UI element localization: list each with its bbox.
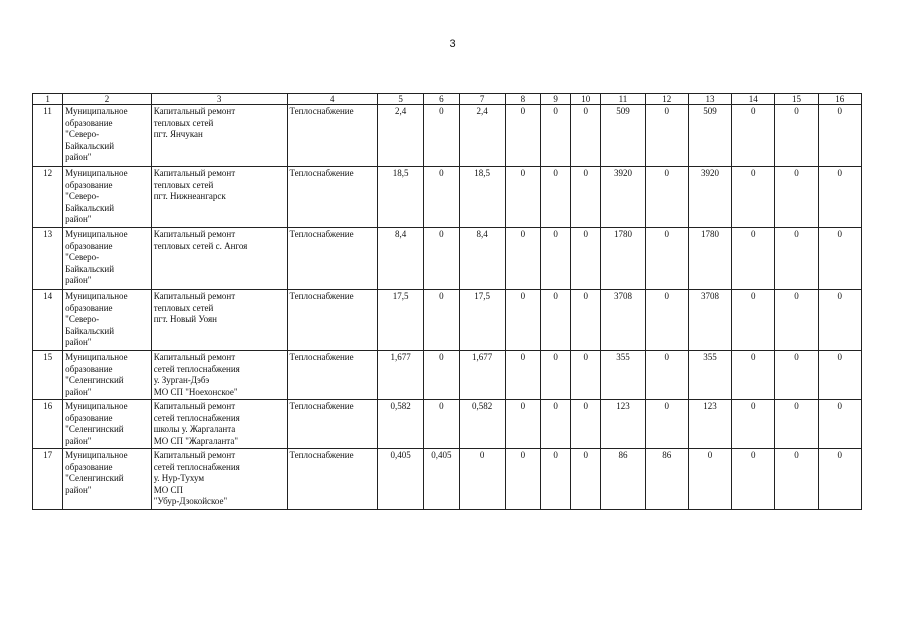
value-cell: 0 [818, 105, 861, 167]
value-cell: 355 [601, 351, 645, 400]
value-cell: 0 [571, 228, 601, 290]
value-cell: 0 [775, 105, 818, 167]
service-type-cell: Теплоснабжение [287, 167, 378, 228]
value-cell: 0 [645, 228, 688, 290]
value-cell: 0 [775, 167, 818, 228]
value-cell: 2,4 [378, 105, 424, 167]
value-cell: 0 [540, 228, 570, 290]
table-row [33, 449, 862, 510]
value-cell: 123 [601, 400, 645, 449]
organization-cell: Муниципальное образование "Селенгинский район" [63, 449, 152, 510]
value-cell: 0 [505, 105, 540, 167]
service-type-cell: Теплоснабжение [287, 290, 378, 351]
value-cell: 0 [571, 449, 601, 510]
organization-cell: Муниципальное образование "Селенгинский район" [63, 351, 152, 400]
value-cell: 86 [645, 449, 688, 510]
organization-cell: Муниципальное образование "Северо- Байкальский район" [63, 167, 152, 228]
value-cell: 0,405 [424, 449, 459, 510]
value-cell: 0 [540, 449, 570, 510]
value-cell: 0 [732, 228, 775, 290]
value-cell: 0 [505, 290, 540, 351]
value-cell: 0 [540, 351, 570, 400]
value-cell: 3708 [601, 290, 645, 351]
value-cell: 0 [732, 290, 775, 351]
value-cell: 0 [645, 105, 688, 167]
service-type-cell: Теплоснабжение [287, 449, 378, 510]
value-cell: 509 [601, 105, 645, 167]
value-cell: 123 [688, 400, 731, 449]
work-description-cell: Капитальный ремонт тепловых сетей пгт. Нижнеангарск [151, 167, 287, 228]
value-cell: 0 [571, 400, 601, 449]
value-cell: 86 [601, 449, 645, 510]
column-number: 2 [63, 94, 152, 105]
value-cell: 8,4 [378, 228, 424, 290]
column-number: 8 [505, 94, 540, 105]
table-row [33, 167, 862, 228]
row-number-cell: 13 [33, 228, 63, 290]
organization-cell: Муниципальное образование "Северо- Байкальский район" [63, 105, 152, 167]
row-number-cell: 14 [33, 290, 63, 351]
value-cell: 0 [505, 167, 540, 228]
organization-cell: Муниципальное образование "Северо- Байкальский район" [63, 290, 152, 351]
row-number-cell: 12 [33, 167, 63, 228]
value-cell: 0 [732, 400, 775, 449]
value-cell: 0 [775, 449, 818, 510]
value-cell: 0 [775, 400, 818, 449]
row-number-cell: 11 [33, 105, 63, 167]
column-number: 7 [459, 94, 505, 105]
value-cell: 1780 [688, 228, 731, 290]
value-cell: 0 [818, 167, 861, 228]
value-cell: 0 [571, 290, 601, 351]
value-cell: 509 [688, 105, 731, 167]
column-number: 14 [732, 94, 775, 105]
service-type-cell: Теплоснабжение [287, 105, 378, 167]
value-cell: 0 [505, 228, 540, 290]
row-number-cell: 16 [33, 400, 63, 449]
column-number: 3 [151, 94, 287, 105]
table-row [33, 228, 862, 290]
value-cell: 0 [424, 351, 459, 400]
value-cell: 0 [459, 449, 505, 510]
value-cell: 0 [732, 449, 775, 510]
table-row [33, 400, 862, 449]
service-type-cell: Теплоснабжение [287, 351, 378, 400]
column-number: 15 [775, 94, 818, 105]
column-number: 10 [571, 94, 601, 105]
value-cell: 3708 [688, 290, 731, 351]
value-cell: 0 [424, 105, 459, 167]
column-number: 9 [540, 94, 570, 105]
service-type-cell: Теплоснабжение [287, 400, 378, 449]
table-row [33, 105, 862, 167]
value-cell: 0 [540, 167, 570, 228]
value-cell: 0 [732, 351, 775, 400]
value-cell: 0 [818, 228, 861, 290]
value-cell: 0 [688, 449, 731, 510]
value-cell: 1780 [601, 228, 645, 290]
data-table [32, 93, 862, 510]
value-cell: 0,582 [459, 400, 505, 449]
value-cell: 0 [571, 105, 601, 167]
page-number: 3 [449, 38, 456, 50]
value-cell: 0 [818, 400, 861, 449]
value-cell: 0 [505, 449, 540, 510]
row-number-cell: 17 [33, 449, 63, 510]
value-cell: 17,5 [459, 290, 505, 351]
organization-cell: Муниципальное образование "Северо- Байкальский район" [63, 228, 152, 290]
value-cell: 1,677 [378, 351, 424, 400]
column-number: 1 [33, 94, 63, 105]
organization-cell: Муниципальное образование "Селенгинский район" [63, 400, 152, 449]
value-cell: 0 [775, 228, 818, 290]
value-cell: 0 [424, 400, 459, 449]
value-cell: 0 [818, 290, 861, 351]
value-cell: 1,677 [459, 351, 505, 400]
value-cell: 0 [732, 167, 775, 228]
service-type-cell: Теплоснабжение [287, 228, 378, 290]
value-cell: 17,5 [378, 290, 424, 351]
value-cell: 0 [424, 228, 459, 290]
value-cell: 0 [505, 400, 540, 449]
value-cell: 0 [645, 290, 688, 351]
value-cell: 0,582 [378, 400, 424, 449]
value-cell: 0 [571, 167, 601, 228]
table-row [33, 351, 862, 400]
value-cell: 0 [571, 351, 601, 400]
row-number-cell: 15 [33, 351, 63, 400]
value-cell: 0 [424, 167, 459, 228]
value-cell: 0 [645, 351, 688, 400]
value-cell: 0 [645, 167, 688, 228]
value-cell: 0 [775, 351, 818, 400]
value-cell: 18,5 [378, 167, 424, 228]
work-description-cell: Капитальный ремонт сетей теплоснабжения у. Нур-Тухум МО СП "Убур-Дзокойское" [151, 449, 287, 510]
column-number: 11 [601, 94, 645, 105]
work-description-cell: Капитальный ремонт тепловых сетей пгт. Янчукан [151, 105, 287, 167]
column-number: 4 [287, 94, 378, 105]
value-cell: 0 [818, 449, 861, 510]
value-cell: 0 [424, 290, 459, 351]
value-cell: 0 [540, 400, 570, 449]
work-description-cell: Капитальный ремонт сетей теплоснабжения у. Зурган-Дэбэ МО СП "Ноехонское" [151, 351, 287, 400]
value-cell: 18,5 [459, 167, 505, 228]
value-cell: 0 [540, 290, 570, 351]
value-cell: 0,405 [378, 449, 424, 510]
value-cell: 0 [775, 290, 818, 351]
column-number: 6 [424, 94, 459, 105]
value-cell: 0 [818, 351, 861, 400]
value-cell: 0 [540, 105, 570, 167]
header-row [33, 94, 862, 105]
value-cell: 8,4 [459, 228, 505, 290]
value-cell: 3920 [601, 167, 645, 228]
value-cell: 0 [505, 351, 540, 400]
column-number: 16 [818, 94, 861, 105]
column-number: 5 [378, 94, 424, 105]
work-description-cell: Капитальный ремонт сетей теплоснабжения школы у. Жаргаланта МО СП "Жаргаланта" [151, 400, 287, 449]
value-cell: 3920 [688, 167, 731, 228]
value-cell: 0 [732, 105, 775, 167]
column-number: 13 [688, 94, 731, 105]
value-cell: 2,4 [459, 105, 505, 167]
work-description-cell: Капитальный ремонт тепловых сетей с. Ангоя [151, 228, 287, 290]
value-cell: 0 [645, 400, 688, 449]
value-cell: 355 [688, 351, 731, 400]
column-number: 12 [645, 94, 688, 105]
table-row [33, 290, 862, 351]
work-description-cell: Капитальный ремонт тепловых сетей пгт. Новый Уоян [151, 290, 287, 351]
